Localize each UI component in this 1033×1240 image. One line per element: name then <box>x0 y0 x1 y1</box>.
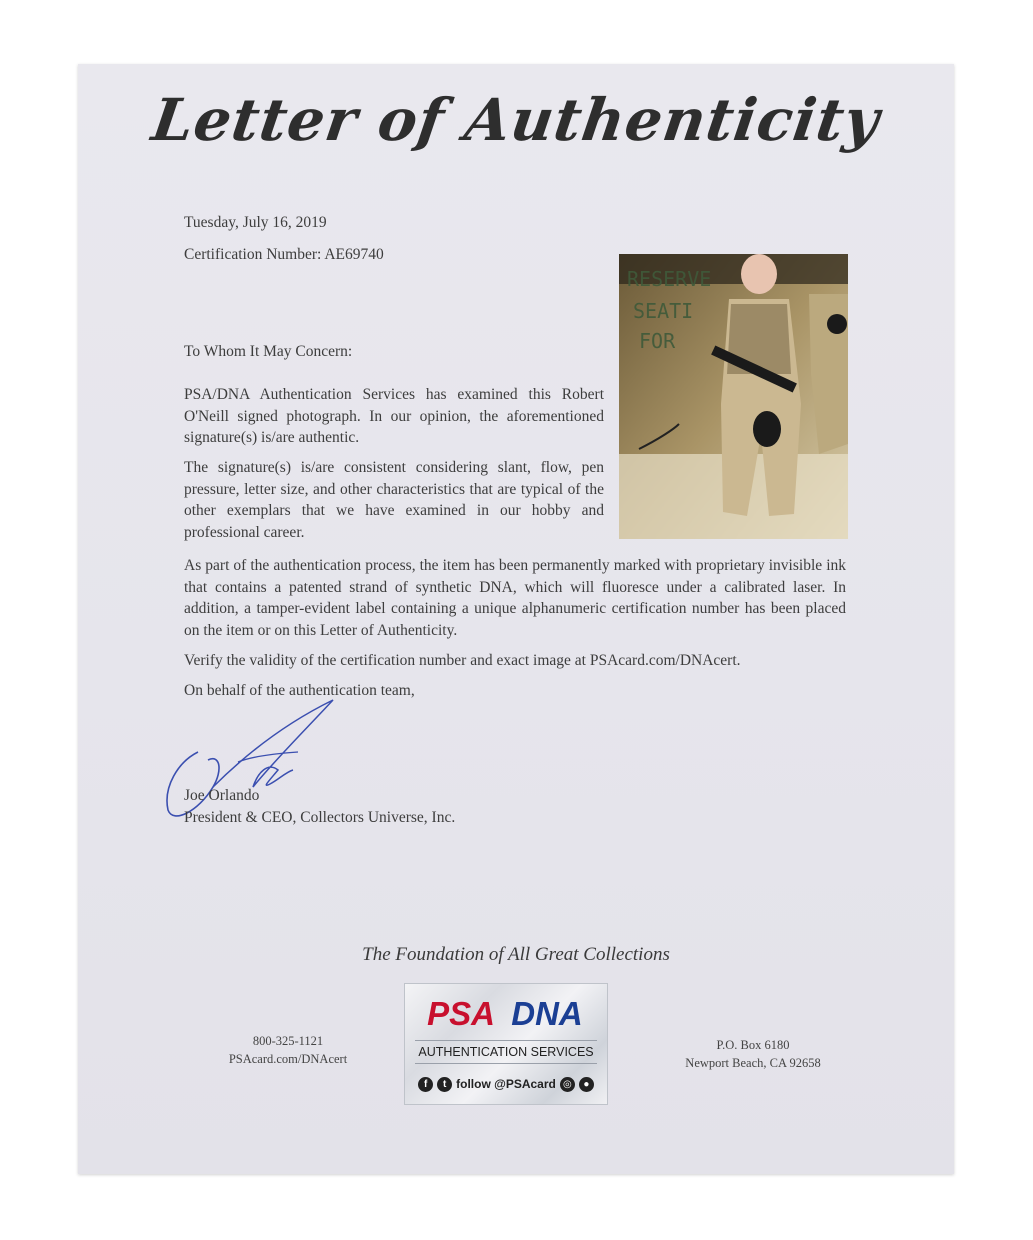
follow-handle: follow @PSAcard <box>456 1077 556 1091</box>
salutation: To Whom It May Concern: <box>184 343 353 360</box>
dna-logo: DNA <box>511 995 583 1032</box>
wall-text-3: FOR <box>639 329 676 353</box>
paragraph-process: As part of the authentication process, the item has been permanently marked with proprietary invisible ink that contains a patented strand of synthetic DNA, which will fluoresce under a calibrated laser. In addition, a tamper-evident label containing a unique alphanumeric certification number has been placed on the item or on this Letter of Authenticity. <box>184 557 846 639</box>
contact-left <box>218 1032 358 1068</box>
psa-dna-label <box>404 983 608 1105</box>
signer-title: President & CEO, Collectors Universe, Inc. <box>184 809 456 826</box>
paragraph-consistency: The signature(s) is/are consistent considering slant, flow, pen pressure, letter size, and other characteristics that are typical of the other exemplars that we have examined in our hobby and professional career. <box>184 459 604 541</box>
city-address: Newport Beach, CA 92658 <box>685 1056 821 1070</box>
twitter-icon: t <box>437 1077 452 1092</box>
letter-title: Letter of Authenticity <box>147 86 885 154</box>
phone-number: 800-325-1121 <box>252 1034 324 1048</box>
signer-name: Joe Orlando <box>184 787 260 804</box>
social-follow <box>413 1074 599 1094</box>
signed-photograph <box>619 254 848 539</box>
contact-right <box>668 1036 838 1072</box>
instagram-icon: ◎ <box>560 1077 575 1092</box>
authentication-services: AUTHENTICATION SERVICES <box>415 1040 597 1064</box>
signature-image <box>158 692 358 827</box>
contact-website: PSAcard.com/DNAcert <box>228 1052 348 1066</box>
psa-logo: PSA <box>427 995 495 1032</box>
wall-text-2: SEATI <box>633 299 694 323</box>
wall-text-1: RESERVE <box>627 267 712 291</box>
paragraph-examined: PSA/DNA Authentication Services has examined this Robert O'Neill signed photograph. In our opinion, the aforementioned signature(s) is/are authentic. <box>184 386 604 446</box>
paragraph-verify: Verify the validity of the certification number and exact image at PSAcard.com/DNAcert. <box>184 652 741 669</box>
certification-number: Certification Number: AE69740 <box>184 246 384 263</box>
letter-date: Tuesday, July 16, 2019 <box>184 214 327 231</box>
po-box: P.O. Box 6180 <box>716 1038 790 1052</box>
letter-sheet <box>78 64 954 1174</box>
closing-line: On behalf of the authentication team, <box>184 682 415 699</box>
other-social-icon: ● <box>579 1077 594 1092</box>
facebook-icon: f <box>418 1077 433 1092</box>
tagline: The Foundation of All Great Collections <box>362 944 670 965</box>
